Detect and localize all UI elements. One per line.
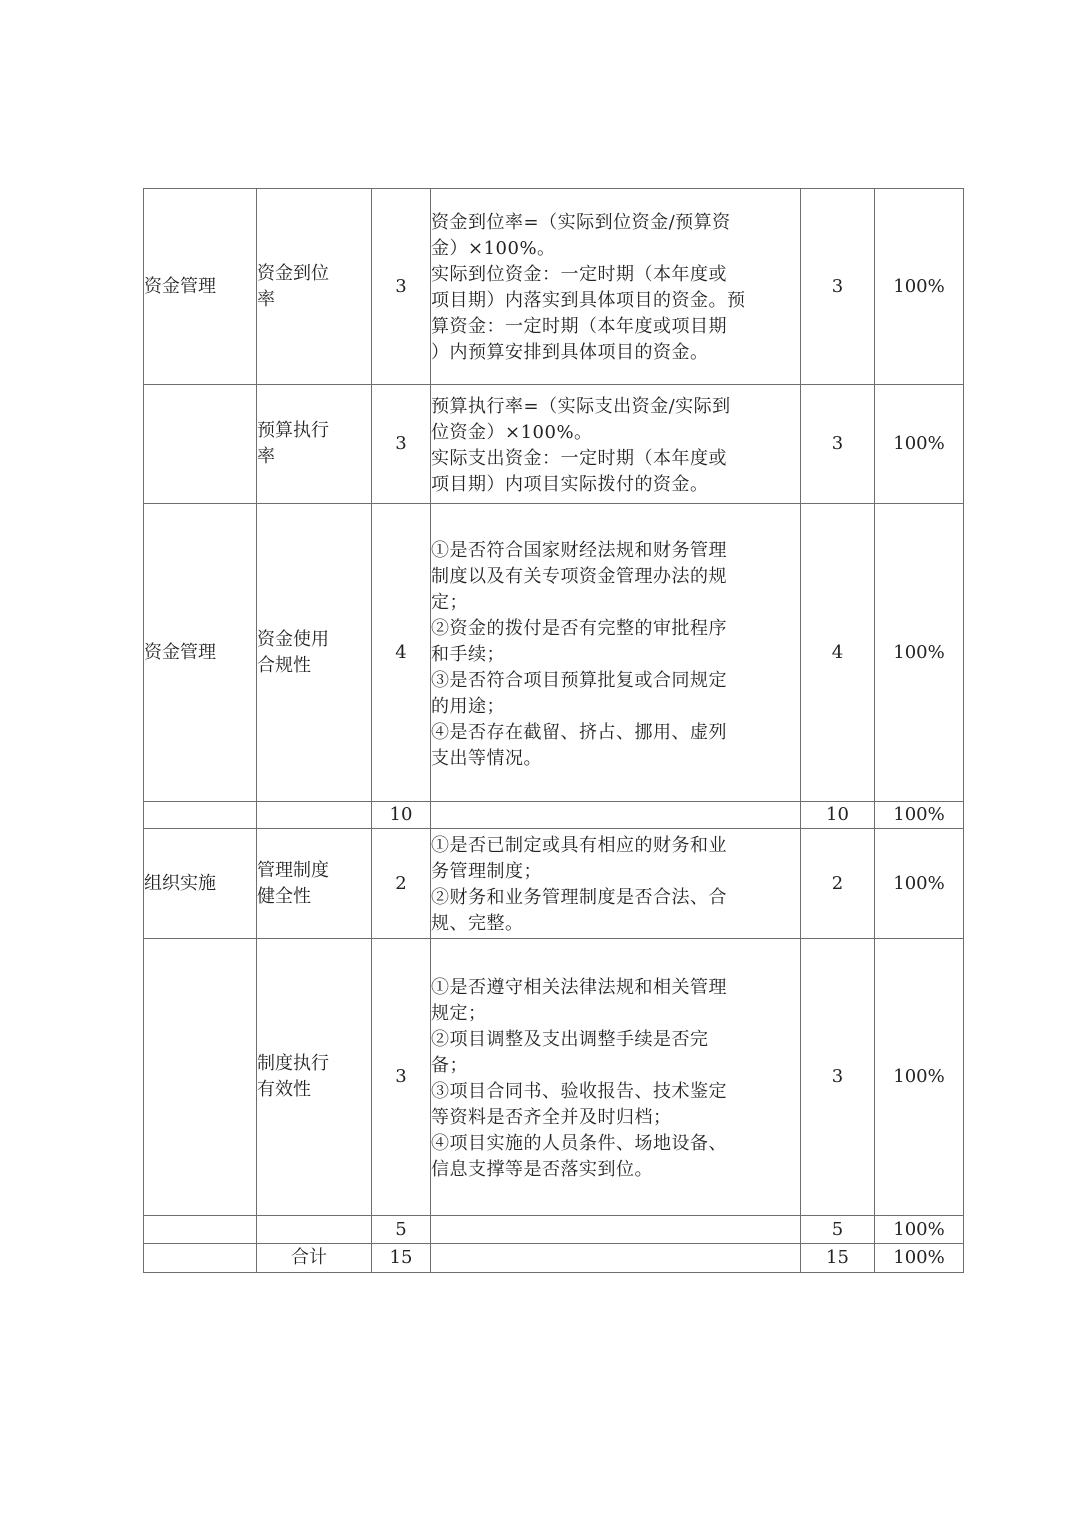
rate-value: 100% (893, 804, 945, 825)
table-row (144, 829, 964, 939)
weight-cell (372, 1216, 431, 1244)
rate-cell (875, 504, 964, 802)
indicator-cell (257, 829, 372, 939)
weight-value: 10 (389, 804, 413, 825)
category-cell (144, 189, 257, 385)
score-value: 3 (831, 1066, 844, 1087)
weight-cell (372, 829, 431, 939)
weight-cell (372, 1244, 431, 1273)
table-row (144, 189, 964, 385)
indicator-text: 资金使用 (257, 628, 329, 650)
score-value: 3 (831, 275, 844, 297)
weight-value: 2 (395, 872, 407, 894)
description-line: ②资金的拨付是否有完整的审批程序 (431, 617, 727, 639)
table-row (144, 939, 964, 1216)
description-line: 预算执行率=（实际支出资金/实际到 (431, 396, 731, 417)
rate-value: 100% (893, 275, 945, 297)
description-line: ④是否存在截留、挤占、挪用、虚列 (431, 721, 727, 743)
score-cell (801, 939, 875, 1216)
category-cell (144, 504, 257, 802)
performance-evaluation-table (143, 188, 964, 1273)
table-row (144, 385, 964, 504)
score-value: 2 (831, 872, 844, 894)
description-cell (431, 1244, 801, 1273)
description-line: 实际到位资金：一定时期（本年度或 (431, 263, 727, 285)
table-row (144, 802, 964, 829)
indicator-text: 率 (257, 288, 275, 310)
rate-cell (875, 1216, 964, 1244)
rate-value: 100% (893, 433, 945, 454)
description-line: 金）×100%。 (431, 237, 556, 259)
description-cell (431, 189, 801, 385)
score-cell (801, 189, 875, 385)
indicator-text: 制度执行 (257, 1053, 329, 1074)
description-line: 资金到位率=（实际到位资金/预算资 (431, 211, 731, 233)
description-line: ③项目合同书、验收报告、技术鉴定 (431, 1081, 727, 1102)
indicator-cell (257, 1216, 372, 1244)
category-text: 资金管理 (144, 275, 216, 297)
indicator-text: 有效性 (257, 1079, 311, 1100)
description-line: ①是否符合国家财经法规和财务管理 (431, 539, 727, 561)
description-line: 务管理制度； (431, 860, 542, 882)
category-text: 资金管理 (144, 641, 216, 663)
description-cell (431, 1216, 801, 1244)
score-value: 15 (826, 1247, 849, 1268)
rate-value: 100% (893, 872, 945, 894)
description-line: 和手续； (431, 643, 505, 665)
score-value: 10 (826, 804, 849, 825)
description-line: 制度以及有关专项资金管理办法的规 (431, 565, 727, 587)
indicator-cell (257, 1244, 372, 1273)
category-cell (144, 939, 257, 1216)
category-cell (144, 1216, 257, 1244)
indicator-text: 合规性 (257, 654, 311, 676)
description-line: 项目期）内落实到具体项目的资金。预 (431, 289, 746, 311)
rate-cell (875, 939, 964, 1216)
rate-cell (875, 802, 964, 829)
weight-value: 15 (389, 1247, 413, 1268)
description-line: 规、完整。 (431, 912, 524, 934)
weight-value: 3 (395, 275, 407, 297)
description-line: 位资金）×100%。 (431, 422, 593, 443)
table-row (144, 504, 964, 802)
description-line: 等资料是否齐全并及时归档； (431, 1107, 672, 1128)
rate-value: 100% (893, 1218, 945, 1240)
score-value: 4 (831, 641, 844, 663)
rate-cell (875, 385, 964, 504)
weight-cell (372, 802, 431, 829)
description-line: ④项目实施的人员条件、场地设备、 (431, 1133, 727, 1154)
weight-cell (372, 504, 431, 802)
rate-value: 100% (893, 641, 945, 663)
description-line: ①是否已制定或具有相应的财务和业 (431, 834, 727, 856)
indicator-cell (257, 189, 372, 385)
indicator-text: 管理制度 (257, 859, 329, 881)
weight-value: 4 (395, 641, 407, 663)
weight-cell (372, 385, 431, 504)
indicator-text: 率 (257, 446, 275, 467)
indicator-text: 资金到位 (257, 262, 329, 284)
category-cell (144, 1244, 257, 1273)
description-cell (431, 939, 801, 1216)
description-line: 算资金：一定时期（本年度或项目期 (431, 315, 727, 337)
indicator-cell (257, 802, 372, 829)
score-value: 5 (831, 1218, 844, 1240)
description-line: ）内预算安排到具体项目的资金。 (431, 341, 709, 363)
description-cell (431, 504, 801, 802)
rate-value: 100% (893, 1066, 945, 1087)
indicator-cell (257, 504, 372, 802)
weight-value: 3 (395, 433, 407, 454)
category-cell (144, 385, 257, 504)
score-cell (801, 504, 875, 802)
description-line: 的用途； (431, 695, 505, 717)
table-body (144, 189, 964, 1273)
indicator-cell (257, 385, 372, 504)
rate-cell (875, 189, 964, 385)
rate-cell (875, 1244, 964, 1273)
indicator-text: 健全性 (257, 885, 311, 907)
description-cell (431, 385, 801, 504)
category-cell (144, 802, 257, 829)
weight-cell (372, 189, 431, 385)
table-row (144, 1244, 964, 1273)
description-line: ①是否遵守相关法律法规和相关管理 (431, 977, 727, 998)
score-cell (801, 1244, 875, 1273)
description-line: 项目期）内项目实际拨付的资金。 (431, 474, 709, 495)
description-line: ②项目调整及支出调整手续是否完 (431, 1029, 709, 1050)
indicator-text: 预算执行 (257, 420, 329, 441)
description-cell (431, 802, 801, 829)
weight-value: 5 (395, 1218, 407, 1240)
score-value: 3 (831, 433, 844, 454)
description-line: 规定； (431, 1003, 487, 1024)
category-text: 组织实施 (144, 872, 216, 894)
description-line: 定； (431, 591, 468, 613)
rate-value: 100% (893, 1247, 945, 1268)
table-row (144, 1216, 964, 1244)
description-cell (431, 829, 801, 939)
score-cell (801, 385, 875, 504)
score-cell (801, 1216, 875, 1244)
score-cell (801, 802, 875, 829)
indicator-cell (257, 939, 372, 1216)
total-label: 合计 (291, 1247, 327, 1268)
description-line: ③是否符合项目预算批复或合同规定 (431, 669, 727, 691)
description-line: 备； (431, 1055, 468, 1076)
weight-value: 3 (395, 1066, 407, 1087)
description-line: 支出等情况。 (431, 747, 542, 769)
description-line: ②财务和业务管理制度是否合法、合 (431, 886, 727, 908)
description-line: 信息支撑等是否落实到位。 (431, 1159, 653, 1180)
description-line: 实际支出资金：一定时期（本年度或 (431, 448, 727, 469)
rate-cell (875, 829, 964, 939)
category-cell (144, 829, 257, 939)
weight-cell (372, 939, 431, 1216)
score-cell (801, 829, 875, 939)
